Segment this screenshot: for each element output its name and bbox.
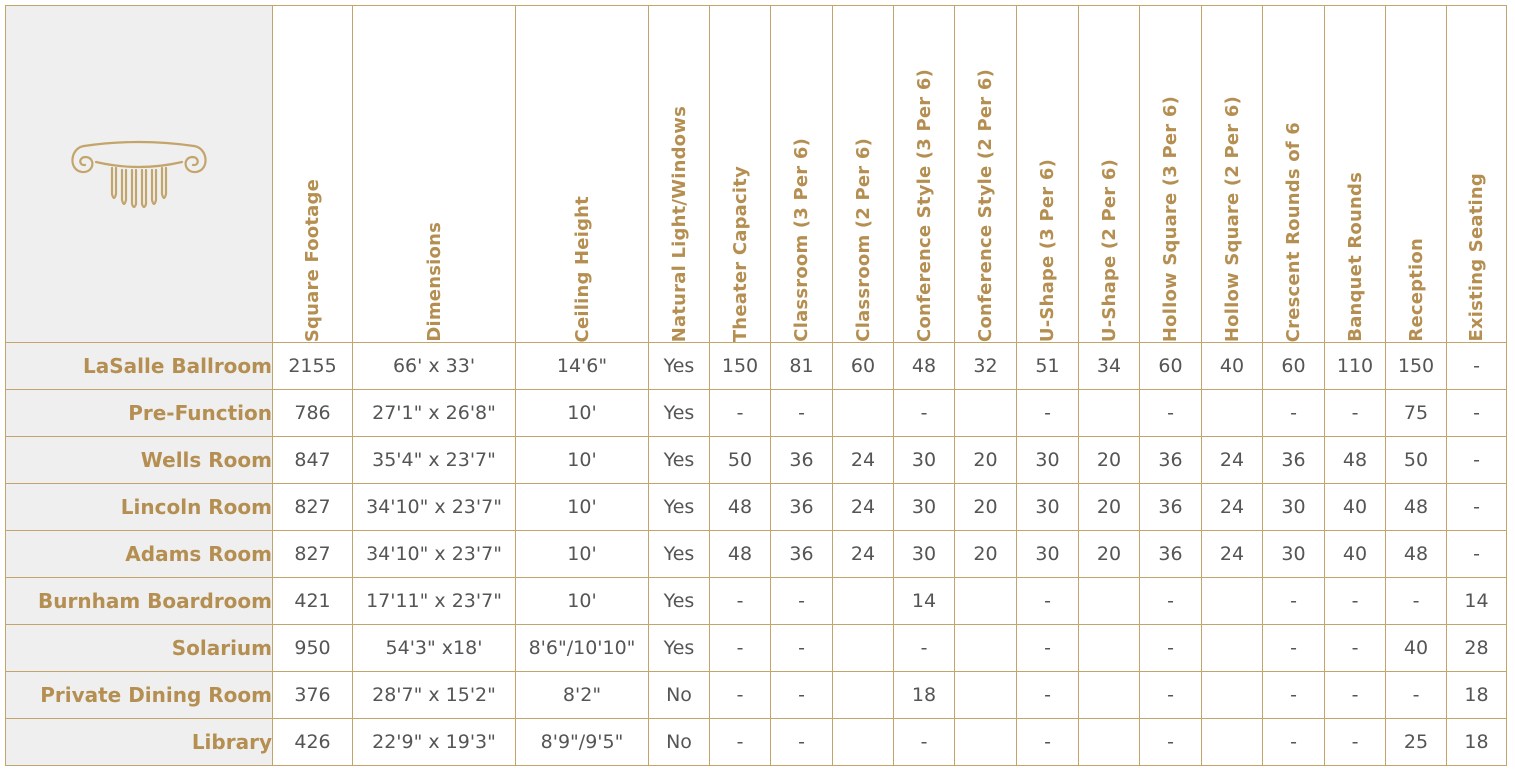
table-cell <box>1202 578 1263 625</box>
column-header-label: U-Shape (2 Per 6) <box>1098 158 1120 342</box>
column-header <box>1140 6 1202 343</box>
table-cell: 10' <box>516 531 649 578</box>
table-cell: 10' <box>516 484 649 531</box>
table-cell: 54'3" x18' <box>353 625 516 672</box>
column-header-label: Theater Capacity <box>729 165 751 342</box>
table-cell: 81 <box>771 343 833 390</box>
table-cell <box>1079 672 1140 719</box>
room-name: Lincoln Room <box>6 484 273 531</box>
table-cell: 30 <box>1263 484 1325 531</box>
table-cell: 10' <box>516 437 649 484</box>
table-cell: 20 <box>955 531 1017 578</box>
table-cell: Yes <box>649 578 710 625</box>
column-header-label: Reception <box>1405 238 1427 342</box>
table-cell: Yes <box>649 625 710 672</box>
table-cell: 60 <box>1140 343 1202 390</box>
table-cell: 827 <box>273 484 353 531</box>
column-header <box>1325 6 1386 343</box>
table-cell <box>955 625 1017 672</box>
table-cell: 28'7" x 15'2" <box>353 672 516 719</box>
table-cell: 20 <box>955 437 1017 484</box>
table-cell: 40 <box>1202 343 1263 390</box>
table-cell: 28 <box>1447 625 1507 672</box>
table-cell: - <box>1263 719 1325 766</box>
table-cell: - <box>710 578 771 625</box>
table-row <box>6 625 1507 672</box>
table-cell: 27'1" x 26'8" <box>353 390 516 437</box>
column-header-label: Dimensions <box>423 222 445 342</box>
table-cell: - <box>1386 672 1447 719</box>
table-cell <box>955 578 1017 625</box>
table-row <box>6 437 1507 484</box>
table-cell <box>955 390 1017 437</box>
table-cell: 2155 <box>273 343 353 390</box>
table-cell: - <box>1325 578 1386 625</box>
column-header <box>710 6 771 343</box>
table-cell: 426 <box>273 719 353 766</box>
column-header-label: Square Footage <box>302 178 323 342</box>
table-cell: 48 <box>1325 437 1386 484</box>
table-cell: - <box>771 719 833 766</box>
table-cell: 18 <box>1447 672 1507 719</box>
table-cell: - <box>1017 672 1079 719</box>
column-header <box>1017 6 1079 343</box>
table-cell: 34'10" x 23'7" <box>353 484 516 531</box>
table-cell: - <box>1263 625 1325 672</box>
table-cell: 14'6" <box>516 343 649 390</box>
table-cell: - <box>1447 484 1507 531</box>
table-cell: - <box>710 672 771 719</box>
table-row <box>6 343 1507 390</box>
table-cell: 36 <box>771 531 833 578</box>
table-cell <box>833 578 894 625</box>
table-cell: 24 <box>833 531 894 578</box>
table-body <box>6 343 1507 766</box>
table-cell: 24 <box>833 437 894 484</box>
column-header-label: Conference Style (3 Per 6) <box>913 69 935 342</box>
table-cell <box>1079 719 1140 766</box>
table-cell: Yes <box>649 390 710 437</box>
column-header <box>273 6 353 343</box>
table-cell: 8'9"/9'5" <box>516 719 649 766</box>
table-cell <box>1202 719 1263 766</box>
table-cell: 30 <box>894 484 955 531</box>
column-header-label: Ceiling Height <box>571 195 593 342</box>
table-cell: - <box>1140 672 1202 719</box>
table-cell: 30 <box>894 437 955 484</box>
table-cell: 8'6"/10'10" <box>516 625 649 672</box>
table-cell: 50 <box>710 437 771 484</box>
column-header <box>894 6 955 343</box>
column-header-label: Hollow Square (2 Per 6) <box>1221 95 1243 342</box>
table-cell: 14 <box>894 578 955 625</box>
table-cell: - <box>894 625 955 672</box>
table-cell: 48 <box>710 484 771 531</box>
table-cell: 35'4" x 23'7" <box>353 437 516 484</box>
table-cell: 24 <box>1202 484 1263 531</box>
table-cell: 18 <box>894 672 955 719</box>
table-row <box>6 390 1507 437</box>
table-cell: 32 <box>955 343 1017 390</box>
table-cell: - <box>1140 719 1202 766</box>
table-cell: 36 <box>1140 484 1202 531</box>
table-cell: 48 <box>1386 531 1447 578</box>
table-cell: 40 <box>1325 531 1386 578</box>
table-cell: 24 <box>1202 437 1263 484</box>
table-cell: 36 <box>1263 437 1325 484</box>
table-cell <box>955 719 1017 766</box>
table-cell: 18 <box>1447 719 1507 766</box>
table-cell: - <box>1325 390 1386 437</box>
table-cell: 950 <box>273 625 353 672</box>
column-header <box>1263 6 1325 343</box>
table-cell <box>1202 625 1263 672</box>
column-header-label: Classroom (3 Per 6) <box>791 138 812 342</box>
column-header <box>833 6 894 343</box>
table-cell: 827 <box>273 531 353 578</box>
table-cell <box>1202 672 1263 719</box>
table-cell: 20 <box>955 484 1017 531</box>
table-cell: 36 <box>1140 531 1202 578</box>
table-cell: - <box>1325 625 1386 672</box>
table-cell: 847 <box>273 437 353 484</box>
table-cell: 150 <box>710 343 771 390</box>
table-cell: - <box>710 719 771 766</box>
table-cell: 36 <box>771 484 833 531</box>
table-cell: 10' <box>516 390 649 437</box>
table-cell: - <box>710 390 771 437</box>
table-cell: 48 <box>710 531 771 578</box>
table-cell: 40 <box>1325 484 1386 531</box>
header-row <box>6 6 1507 343</box>
table-cell: - <box>1263 672 1325 719</box>
table-cell <box>833 719 894 766</box>
table-cell <box>955 672 1017 719</box>
table-cell: 48 <box>1386 484 1447 531</box>
table-cell: 36 <box>1140 437 1202 484</box>
table-cell: - <box>1140 390 1202 437</box>
table-cell: - <box>1447 390 1507 437</box>
column-header-label: Classroom (2 Per 6) <box>852 138 874 342</box>
table-cell: 34'10" x 23'7" <box>353 531 516 578</box>
table-cell: Yes <box>649 343 710 390</box>
table-cell <box>833 390 894 437</box>
table-cell: 30 <box>894 531 955 578</box>
table-cell: 10' <box>516 578 649 625</box>
table-cell: Yes <box>649 484 710 531</box>
table-cell: 30 <box>1017 531 1079 578</box>
table-cell: 24 <box>1202 531 1263 578</box>
column-header-label: Banquet Rounds <box>1344 172 1366 342</box>
table-cell <box>833 625 894 672</box>
room-name: LaSalle Ballroom <box>6 343 273 390</box>
table-cell: - <box>1325 672 1386 719</box>
table-cell: 66' x 33' <box>353 343 516 390</box>
table-cell: 22'9" x 19'3" <box>353 719 516 766</box>
table-cell: - <box>771 390 833 437</box>
column-header-label: Hollow Square (3 Per 6) <box>1160 95 1181 342</box>
table-cell: 30 <box>1263 531 1325 578</box>
table-cell: 150 <box>1386 343 1447 390</box>
table-cell: - <box>1447 437 1507 484</box>
table-cell: 376 <box>273 672 353 719</box>
table-cell: 20 <box>1079 437 1140 484</box>
table-cell: - <box>1140 578 1202 625</box>
table-cell: - <box>1386 578 1447 625</box>
room-name: Pre-Function <box>6 390 273 437</box>
table-cell: - <box>894 719 955 766</box>
room-name: Private Dining Room <box>6 672 273 719</box>
table-cell: - <box>1263 390 1325 437</box>
room-name: Wells Room <box>6 437 273 484</box>
table-row <box>6 672 1507 719</box>
table-cell: 24 <box>833 484 894 531</box>
column-header <box>1386 6 1447 343</box>
table-cell <box>1079 390 1140 437</box>
table-cell: 60 <box>1263 343 1325 390</box>
column-header-label: Natural Light/Windows <box>668 105 690 342</box>
table-cell: 34 <box>1079 343 1140 390</box>
table-cell: 51 <box>1017 343 1079 390</box>
table-cell: - <box>1325 719 1386 766</box>
table-cell: - <box>710 625 771 672</box>
room-name: Adams Room <box>6 531 273 578</box>
table-cell: 8'2" <box>516 672 649 719</box>
table-cell: 110 <box>1325 343 1386 390</box>
table-cell: - <box>1447 343 1507 390</box>
table-cell: 20 <box>1079 484 1140 531</box>
room-name: Library <box>6 719 273 766</box>
table-cell: 30 <box>1017 437 1079 484</box>
table-cell: 36 <box>771 437 833 484</box>
table-cell: 20 <box>1079 531 1140 578</box>
table-cell <box>833 672 894 719</box>
table-cell: - <box>1017 719 1079 766</box>
table-cell: 17'11" x 23'7" <box>353 578 516 625</box>
table-cell: 421 <box>273 578 353 625</box>
column-header <box>353 6 516 343</box>
table-row <box>6 719 1507 766</box>
table-cell: Yes <box>649 437 710 484</box>
table-cell: - <box>1140 625 1202 672</box>
table-cell: 75 <box>1386 390 1447 437</box>
table-cell: Yes <box>649 531 710 578</box>
column-header <box>1079 6 1140 343</box>
logo-cell <box>6 6 273 343</box>
table-cell: 786 <box>273 390 353 437</box>
table-cell: 30 <box>1017 484 1079 531</box>
table-cell: 14 <box>1447 578 1507 625</box>
table-cell: - <box>771 578 833 625</box>
column-header-label: Conference Style (2 Per 6) <box>975 69 996 342</box>
ionic-column-capital-icon <box>64 132 214 216</box>
table-cell: 50 <box>1386 437 1447 484</box>
table-cell: - <box>1017 390 1079 437</box>
table-cell: 48 <box>894 343 955 390</box>
column-header <box>1202 6 1263 343</box>
capacity-table <box>5 5 1507 766</box>
table-cell: - <box>1017 578 1079 625</box>
table-row <box>6 578 1507 625</box>
table-cell: 25 <box>1386 719 1447 766</box>
column-header <box>771 6 833 343</box>
table-cell: - <box>1263 578 1325 625</box>
column-header-label: U-Shape (3 Per 6) <box>1037 158 1058 342</box>
column-header-label: Existing Seating <box>1466 173 1487 342</box>
table-cell <box>1079 578 1140 625</box>
column-header <box>649 6 710 343</box>
table-cell <box>1079 625 1140 672</box>
column-header <box>955 6 1017 343</box>
table-cell: - <box>1447 531 1507 578</box>
column-header <box>516 6 649 343</box>
table-cell: 40 <box>1386 625 1447 672</box>
table-cell: - <box>894 390 955 437</box>
table-row <box>6 531 1507 578</box>
column-header <box>1447 6 1507 343</box>
table-cell: No <box>649 672 710 719</box>
column-header-label: Crescent Rounds of 6 <box>1283 121 1304 342</box>
table-cell: - <box>771 672 833 719</box>
table-cell: - <box>771 625 833 672</box>
room-name: Burnham Boardroom <box>6 578 273 625</box>
table-cell: 60 <box>833 343 894 390</box>
room-name: Solarium <box>6 625 273 672</box>
table-cell: No <box>649 719 710 766</box>
table-cell <box>1202 390 1263 437</box>
table-cell: - <box>1017 625 1079 672</box>
table-row <box>6 484 1507 531</box>
